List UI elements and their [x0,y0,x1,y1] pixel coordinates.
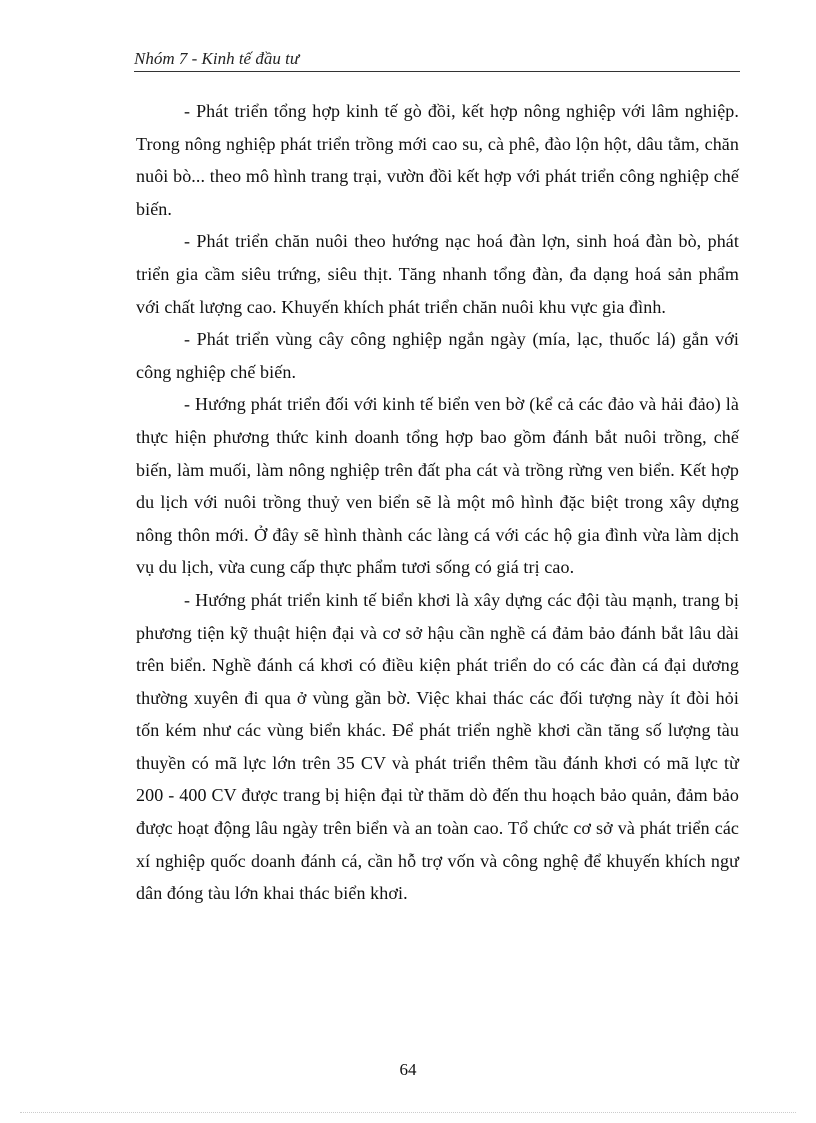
paragraph-livestock: - Phát triển chăn nuôi theo hướng nạc hoá đàn lợn, sinh hoá đàn bò, phát triển gia cầm siêu trứng, siêu thịt. Tăng nhanh tổng đàn, đa dạng hoá sản phẩm với chất lượng cao. Khuyến khích phát triển chăn nuôi khu vực gia đình. [136,231,739,317]
paragraph-coastal-economy: - Hướng phát triển đối với kinh tế biển ven bờ (kể cả các đảo và hải đảo) là thực hiện phương thức kinh doanh tổng hợp bao gồm đánh bắt nuôi trồng, chế biến, làm muối, làm nông nghiệp trên đất pha cát và trồng rừng ven biển. Kết hợp du lịch với nuôi trồng thuỷ ven biển sẽ là một mô hình đặc biệt trong xây dựng nông thôn mới. Ở đây sẽ hình thành các làng cá với các hộ gia đình vừa làm dịch vụ du lịch, vừa cung cấp thực phẩm tươi sống có giá trị cao. [136,394,739,578]
footer-divider [20,1112,796,1113]
page-header [134,48,740,72]
header-title: Nhóm 7 - Kinh tế đầu tư [134,49,300,68]
page-number: 64 [399,1060,417,1079]
paragraph-hill-economy: - Phát triển tổng hợp kinh tế gò đồi, kết hợp nông nghiệp với lâm nghiệp. Trong nông nghiệp phát triển trồng mới cao su, cà phê, đào lộn hột, dâu tằm, chăn nuôi bò... theo mô hình trang trại, vườn đồi kết hợp với phát triển công nghiệp chế biến. [136,101,739,219]
paragraph-industrial-crops: - Phát triển vùng cây công nghiệp ngắn ngày (mía, lạc, thuốc lá) gắn với công nghiệp chế biến. [136,329,739,382]
document-body [136,95,739,910]
paragraph-offshore-economy: - Hướng phát triển kinh tế biển khơi là xây dựng các đội tàu mạnh, trang bị phương tiện kỹ thuật hiện đại và cơ sở hậu cần nghề cá đảm bảo đánh bắt lâu dài trên biển. Nghề đánh cá khơi có điều kiện phát triển do có các đàn cá đại dương thường xuyên đi qua ở vùng gần bờ. Việc khai thác các đối tượng này ít đòi hỏi tốn kém như các vùng biển khác. Để phát triển nghề khơi cần tăng số lượng tàu thuyền có mã lực lớn trên 35 CV và phát triển thêm tầu đánh khơi có mã lực từ 200 - 400 CV được trang bị hiện đại từ thăm dò đến thu hoạch bảo quản, đảm bảo được hoạt động lâu ngày trên biển và an toàn cao. Tổ chức cơ sở và phát triển các xí nghiệp quốc doanh đánh cá, cần hỗ trợ vốn và công nghệ để khuyến khích ngư dân đóng tàu lớn khai thác biển khơi. [136,589,739,904]
header-divider [134,71,740,72]
